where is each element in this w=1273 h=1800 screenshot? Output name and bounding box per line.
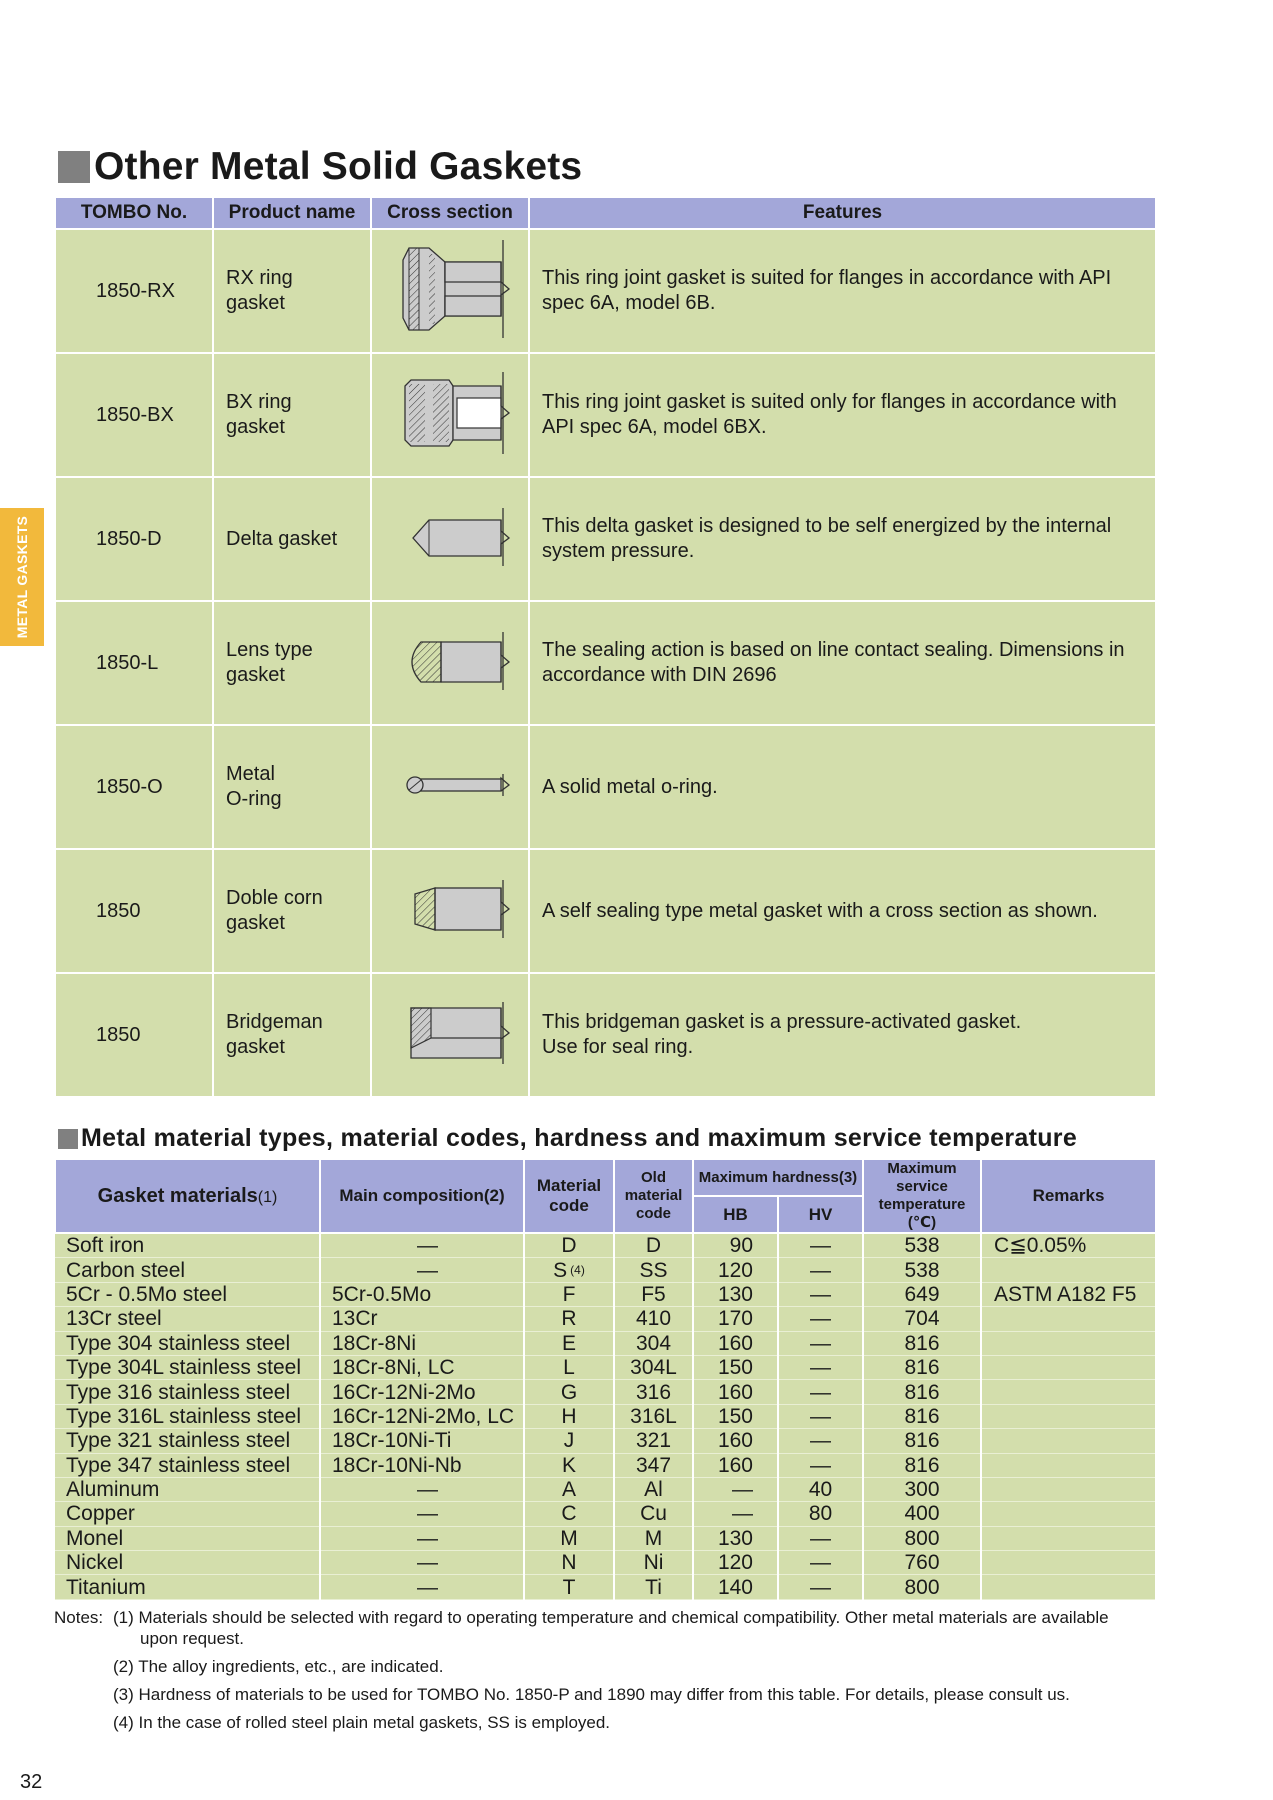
gasket-table-header (55, 197, 1156, 229)
material-name: Carbon steel (55, 1258, 320, 1282)
tombo-no: 1850-BX (55, 353, 213, 477)
hardness-hb: 160 (693, 1453, 778, 1477)
main-composition: 18Cr-8Ni (320, 1331, 524, 1355)
material-row (55, 1355, 1156, 1379)
features-text: This ring joint gasket is suited only for flanges in accordance with API spec 6A, model 6BX. (529, 353, 1156, 477)
features-text: This delta gasket is designed to be self energized by the internal system pressure. (529, 477, 1156, 601)
old-material-code: F5 (614, 1282, 693, 1306)
hardness-hb: — (693, 1477, 778, 1501)
hardness-hb: 150 (693, 1404, 778, 1428)
old-material-code: 410 (614, 1307, 693, 1331)
material-row (55, 1258, 1156, 1282)
old-material-code: Al (614, 1477, 693, 1501)
note-1 (54, 1607, 1234, 1628)
gasket-row (55, 849, 1156, 973)
header-hb: HB (693, 1196, 778, 1233)
header-product-name: Product name (213, 197, 371, 229)
cross-section (371, 849, 529, 973)
gasket-row (55, 477, 1156, 601)
cross-section-bridgeman-drawing (385, 974, 515, 1090)
main-composition: 18Cr-8Ni, LC (320, 1355, 524, 1379)
hardness-hb: 160 (693, 1380, 778, 1404)
hardness-hv: — (778, 1355, 863, 1379)
product-name: Delta gasket (213, 477, 371, 601)
max-temp: 816 (863, 1429, 981, 1453)
old-material-code: 347 (614, 1453, 693, 1477)
material-table (54, 1158, 1157, 1600)
material-name: Monel (55, 1526, 320, 1550)
product-name: RX ring gasket (213, 229, 371, 353)
remarks (981, 1502, 1156, 1526)
product-name: Bridgeman gasket (213, 973, 371, 1097)
header-remarks: Remarks (981, 1159, 1156, 1233)
max-temp: 704 (863, 1307, 981, 1331)
material-name: Titanium (55, 1575, 320, 1599)
material-name: 13Cr steel (55, 1307, 320, 1331)
note-3 (54, 1684, 1234, 1705)
material-name: Type 347 stainless steel (55, 1453, 320, 1477)
material-code: N (524, 1551, 614, 1575)
main-composition: 18Cr-10Ni-Ti (320, 1429, 524, 1453)
max-temp: 816 (863, 1404, 981, 1428)
note-4 (54, 1712, 1234, 1733)
material-row (55, 1429, 1156, 1453)
max-temp: 649 (863, 1282, 981, 1306)
header-max-hardness: Maximum hardness(3) (693, 1159, 863, 1196)
material-name: Aluminum (55, 1477, 320, 1501)
features-text: A solid metal o-ring. (529, 725, 1156, 849)
hardness-hv: — (778, 1404, 863, 1428)
material-row (55, 1380, 1156, 1404)
remarks (981, 1380, 1156, 1404)
material-name: Copper (55, 1502, 320, 1526)
hardness-hv: — (778, 1551, 863, 1575)
hardness-hv: — (778, 1233, 863, 1258)
note-3-text: (3) Hardness of materials to be used for TOMBO No. 1850-P and 1890 may differ from this table. For details, please consult us. (113, 1685, 1070, 1704)
main-composition: 5Cr-0.5Mo (320, 1282, 524, 1306)
remarks (981, 1258, 1156, 1282)
remarks (981, 1429, 1156, 1453)
tombo-no: 1850-RX (55, 229, 213, 353)
hardness-hb: 120 (693, 1258, 778, 1282)
gasket-row (55, 601, 1156, 725)
material-section-title-text: Metal material types, material codes, hardness and maximum service temperature (81, 1124, 1078, 1152)
max-temp: 400 (863, 1502, 981, 1526)
material-name: Type 304 stainless steel (55, 1331, 320, 1355)
material-code: K (524, 1453, 614, 1477)
cross-section (371, 725, 529, 849)
notes (54, 1607, 1234, 1740)
old-material-code: M (614, 1526, 693, 1550)
material-table-header-row-1 (55, 1159, 1156, 1196)
cross-section-lens-drawing (385, 602, 515, 718)
main-composition: 16Cr-12Ni-2Mo, LC (320, 1404, 524, 1428)
main-composition: — (320, 1258, 524, 1282)
main-composition: 18Cr-10Ni-Nb (320, 1453, 524, 1477)
cross-section-rx-drawing (385, 230, 515, 346)
old-material-code: 304 (614, 1331, 693, 1355)
old-material-code: 304L (614, 1355, 693, 1379)
cross-section (371, 477, 529, 601)
max-temp: 816 (863, 1355, 981, 1379)
main-composition: — (320, 1575, 524, 1599)
tombo-no: 1850-O (55, 725, 213, 849)
cross-section (371, 601, 529, 725)
material-row (55, 1307, 1156, 1331)
remarks (981, 1307, 1156, 1331)
hardness-hb: 120 (693, 1551, 778, 1575)
hardness-hb: 90 (693, 1233, 778, 1258)
material-code: S $^{(4)}$ (524, 1258, 614, 1282)
cross-section (371, 229, 529, 353)
material-name: Type 316L stainless steel (55, 1404, 320, 1428)
material-row (55, 1551, 1156, 1575)
hardness-hv: — (778, 1526, 863, 1550)
header-hv: HV (778, 1196, 863, 1233)
main-composition: 16Cr-12Ni-2Mo (320, 1380, 524, 1404)
gasket-row (55, 725, 1156, 849)
page-title-text: Other Metal Solid Gaskets (94, 145, 583, 188)
product-name: BX ring gasket (213, 353, 371, 477)
tombo-no: 1850-L (55, 601, 213, 725)
material-code: A (524, 1477, 614, 1501)
material-code: T (524, 1575, 614, 1599)
material-row (55, 1575, 1156, 1599)
hardness-hb: 170 (693, 1307, 778, 1331)
max-temp: 538 (863, 1258, 981, 1282)
product-name: Lens type gasket (213, 601, 371, 725)
material-code: H (524, 1404, 614, 1428)
material-name: Type 316 stainless steel (55, 1380, 320, 1404)
notes-label: Notes: (54, 1608, 104, 1627)
hardness-hv: — (778, 1453, 863, 1477)
old-material-code: Ti (614, 1575, 693, 1599)
main-composition: 13Cr (320, 1307, 524, 1331)
material-name: 5Cr - 0.5Mo steel (55, 1282, 320, 1306)
material-name: Nickel (55, 1551, 320, 1575)
note-4-text: (4) In the case of rolled steel plain metal gaskets, SS is employed. (113, 1713, 611, 1732)
material-row (55, 1282, 1156, 1306)
features-text: This bridgeman gasket is a pressure-activated gasket. Use for seal ring. (529, 973, 1156, 1097)
hardness-hb: 140 (693, 1575, 778, 1599)
features-text: The sealing action is based on line contact sealing. Dimensions in accordance with DIN 2696 (529, 601, 1156, 725)
max-temp: 538 (863, 1233, 981, 1258)
header-gasket-materials: Gasket materials(1) (55, 1159, 320, 1233)
hardness-hv: — (778, 1331, 863, 1355)
tombo-no: 1850 (55, 849, 213, 973)
material-code: G (524, 1380, 614, 1404)
material-row (55, 1502, 1156, 1526)
header-material-code: Material code (524, 1159, 614, 1233)
cross-section (371, 353, 529, 477)
material-code: C (524, 1502, 614, 1526)
page-title (58, 142, 582, 192)
hardness-hb: 160 (693, 1429, 778, 1453)
header-features: Features (529, 197, 1156, 229)
footnote-marker: (4) (570, 1262, 585, 1277)
material-name: Type 304L stainless steel (55, 1355, 320, 1379)
header-old-material-code: Old material code (614, 1159, 693, 1233)
gasket-row (55, 973, 1156, 1097)
hardness-hb: 130 (693, 1282, 778, 1306)
max-temp: 760 (863, 1551, 981, 1575)
hardness-hv: 40 (778, 1477, 863, 1501)
old-material-code: SS (614, 1258, 693, 1282)
remarks (981, 1404, 1156, 1428)
remarks (981, 1551, 1156, 1575)
main-composition: — (320, 1526, 524, 1550)
title-square-icon (58, 151, 90, 183)
product-name: Metal O-ring (213, 725, 371, 849)
note-2 (54, 1656, 1234, 1677)
remarks (981, 1355, 1156, 1379)
material-code: L (524, 1355, 614, 1379)
hardness-hb: — (693, 1502, 778, 1526)
cross-section-oring-drawing (385, 726, 515, 842)
material-name: Type 321 stainless steel (55, 1429, 320, 1453)
remarks (981, 1453, 1156, 1477)
hardness-hb: 160 (693, 1331, 778, 1355)
features-text: A self sealing type metal gasket with a cross section as shown. (529, 849, 1156, 973)
max-temp: 800 (863, 1526, 981, 1550)
material-code: D (524, 1233, 614, 1258)
hardness-hv: — (778, 1380, 863, 1404)
main-composition: — (320, 1477, 524, 1501)
material-row (55, 1404, 1156, 1428)
gasket-row (55, 229, 1156, 353)
header-main-composition: Main composition(2) (320, 1159, 524, 1233)
max-temp: 800 (863, 1575, 981, 1599)
remarks: ASTM A182 F5 (981, 1282, 1156, 1306)
material-row (55, 1453, 1156, 1477)
tombo-no: 1850 (55, 973, 213, 1097)
max-temp: 816 (863, 1380, 981, 1404)
main-composition: — (320, 1233, 524, 1258)
cross-section-bx-drawing (385, 354, 515, 470)
max-temp: 816 (863, 1331, 981, 1355)
hardness-hv: 80 (778, 1502, 863, 1526)
page-number: 32 (20, 1771, 43, 1793)
gasket-row (55, 353, 1156, 477)
material-section-title (58, 1124, 1077, 1153)
hardness-hv: — (778, 1575, 863, 1599)
material-row (55, 1526, 1156, 1550)
note-2-text: (2) The alloy ingredients, etc., are indicated. (113, 1657, 444, 1676)
material-row (55, 1233, 1156, 1258)
note-1-continuation: upon request. (140, 1629, 244, 1648)
main-composition: — (320, 1502, 524, 1526)
remarks (981, 1526, 1156, 1550)
hardness-hb: 130 (693, 1526, 778, 1550)
cross-section-delta-drawing (385, 478, 515, 594)
remarks (981, 1477, 1156, 1501)
tombo-no: 1850-D (55, 477, 213, 601)
note-1-text: (1) Materials should be selected with regard to operating temperature and chemical compatibility. Other metal materials are available (113, 1608, 1109, 1627)
section-square-icon (58, 1129, 78, 1149)
header-max-temp: Maximum service temperature (℃) (863, 1159, 981, 1233)
old-material-code: 321 (614, 1429, 693, 1453)
cross-section (371, 973, 529, 1097)
material-row (55, 1331, 1156, 1355)
material-row (55, 1477, 1156, 1501)
cross-section-cone-drawing (385, 850, 515, 966)
material-name: Soft iron (55, 1233, 320, 1258)
material-code: F (524, 1282, 614, 1306)
side-tab-label: METAL GASKETS (14, 515, 31, 639)
max-temp: 300 (863, 1477, 981, 1501)
gasket-table (54, 196, 1157, 1098)
header-cross-section: Cross section (371, 197, 529, 229)
material-code: J (524, 1429, 614, 1453)
hardness-hv: — (778, 1258, 863, 1282)
features-text: This ring joint gasket is suited for flanges in accordance with API spec 6A, model 6B. (529, 229, 1156, 353)
hardness-hb: 150 (693, 1355, 778, 1379)
product-name: Doble corn gasket (213, 849, 371, 973)
side-tab (0, 508, 44, 646)
old-material-code: D (614, 1233, 693, 1258)
main-composition: — (320, 1551, 524, 1575)
old-material-code: Cu (614, 1502, 693, 1526)
old-material-code: 316L (614, 1404, 693, 1428)
header-tombo-no: TOMBO No. (55, 197, 213, 229)
old-material-code: Ni (614, 1551, 693, 1575)
material-code: R (524, 1307, 614, 1331)
remarks (981, 1575, 1156, 1599)
remarks (981, 1331, 1156, 1355)
material-code: M (524, 1526, 614, 1550)
remarks: C≦0.05% (981, 1233, 1156, 1258)
old-material-code: 316 (614, 1380, 693, 1404)
hardness-hv: — (778, 1429, 863, 1453)
max-temp: 816 (863, 1453, 981, 1477)
hardness-hv: — (778, 1307, 863, 1331)
material-code: E (524, 1331, 614, 1355)
hardness-hv: — (778, 1282, 863, 1306)
